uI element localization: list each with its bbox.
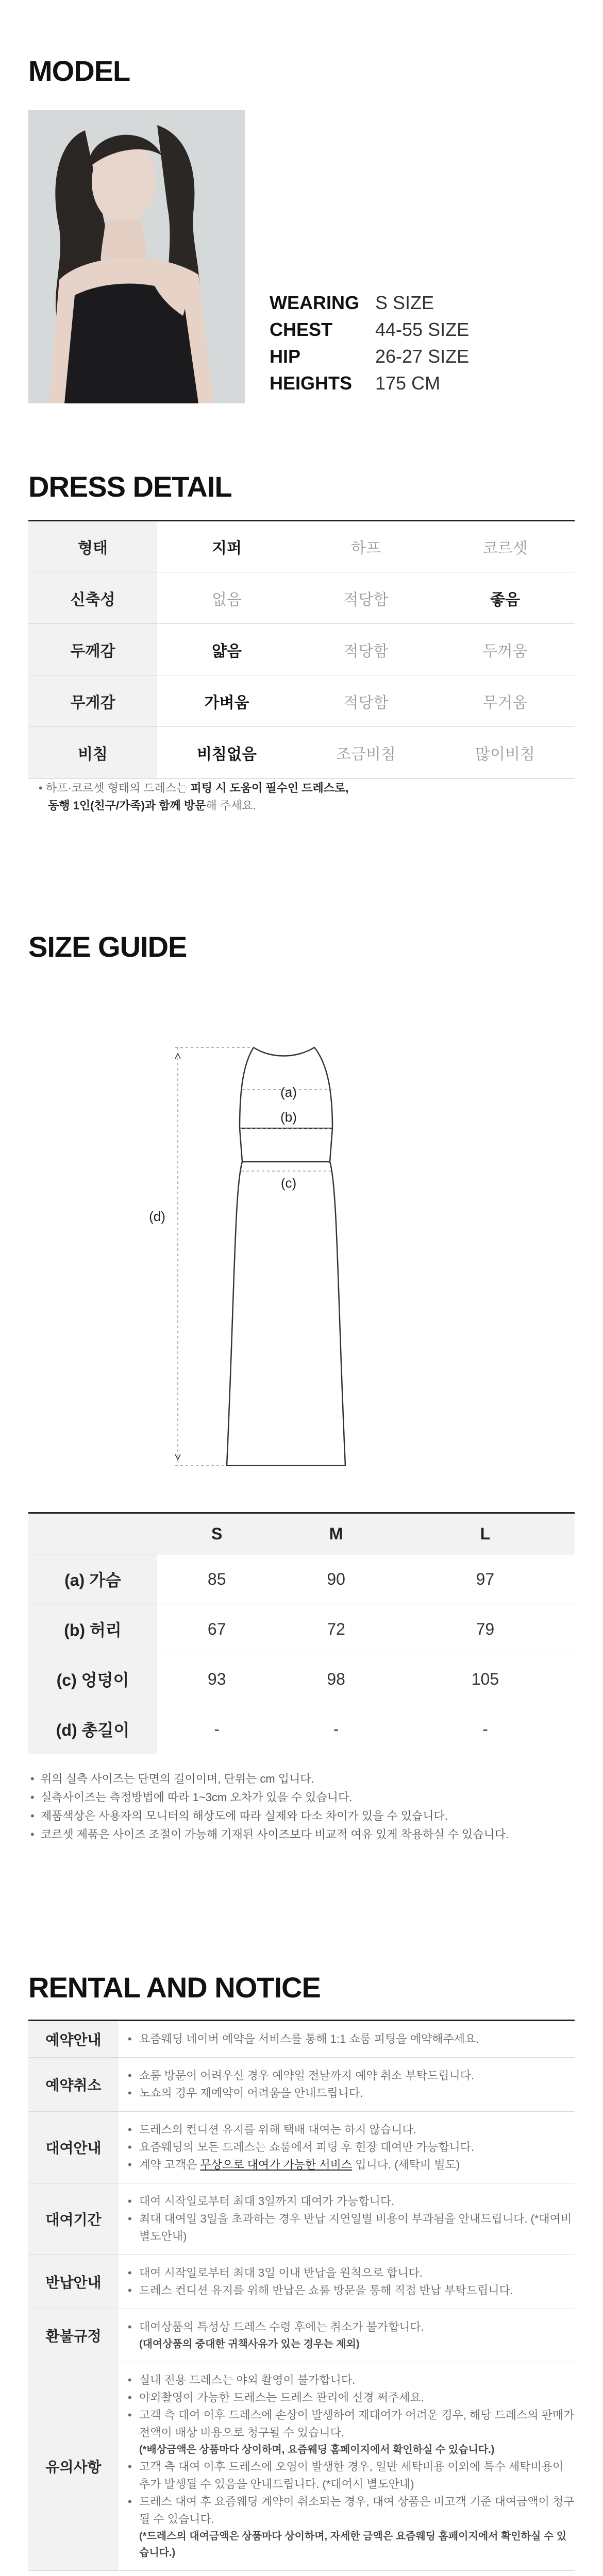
notice-item: • 대여상품의 특성상 드레스 수령 후에는 취소가 불가합니다.	[127, 2318, 575, 2336]
size-value: 98	[276, 1654, 395, 1704]
notice-body	[119, 2021, 575, 2057]
size-row	[28, 1704, 575, 1754]
detail-option: 코르셋	[435, 521, 575, 572]
size-header-blank	[28, 1513, 157, 1554]
notice-label: 대여안내	[28, 2112, 119, 2183]
detail-section-title: DRESS DETAIL	[28, 470, 232, 503]
size-label: (b) 허리	[28, 1604, 157, 1654]
size-value: 85	[157, 1554, 276, 1604]
notice-body	[119, 2112, 575, 2183]
notice-text: 계약 고객은	[139, 2158, 200, 2171]
notice-table	[28, 2020, 575, 2571]
dress-size-diagram	[134, 1038, 469, 1466]
size-header: S	[157, 1513, 276, 1554]
notice-row	[28, 2058, 575, 2112]
notice-item: • 드레스 대여 후 요즘웨딩 계약이 취소되는 경우, 대여 상품은 비고객 기준 대여금액이 청구될 수 있습니다.	[127, 2493, 575, 2528]
size-header: M	[276, 1513, 395, 1554]
notice-section-title: RENTAL AND NOTICE	[28, 1971, 321, 2004]
notice-label: 반납안내	[28, 2255, 119, 2309]
notice-row	[28, 2183, 575, 2255]
size-value: 105	[396, 1654, 575, 1704]
size-notes	[28, 1770, 585, 1844]
spec-value: 175 CM	[375, 372, 441, 394]
size-label: (d) 총길이	[28, 1704, 157, 1754]
diagram-label-c: (c)	[280, 1175, 297, 1191]
detail-option: 얇음	[157, 624, 296, 675]
notice-underline: 무상으로 대여가 가능한 서비스	[200, 2158, 353, 2171]
size-table	[28, 1512, 575, 1754]
notice-body	[119, 2058, 575, 2111]
spec-key: HEIGHTS	[270, 372, 353, 394]
detail-label: 두께감	[28, 624, 157, 675]
size-note: • 코르셋 제품은 사이즈 조절이 가능해 기재된 사이즈보다 비교적 여유 있게 착용하실 수 있습니다.	[28, 1825, 585, 1844]
notice-item: • 드레스의 컨디션 유지를 위해 택배 대여는 하지 않습니다.	[127, 2121, 575, 2139]
size-row	[28, 1554, 575, 1604]
notice-item: • 대여 시작일로부터 최대 3일까지 대여가 가능합니다.	[127, 2193, 575, 2210]
notice-item: • 요즘웨딩 네이버 예약을 서비스를 통해 1:1 쇼룸 피팅을 예약해주세요.	[127, 2030, 575, 2048]
spec-value: S SIZE	[375, 292, 434, 313]
detail-option: 가벼움	[157, 675, 296, 727]
detail-label: 무게감	[28, 675, 157, 727]
notice-label: 예약취소	[28, 2058, 119, 2111]
notice-label: 예약안내	[28, 2021, 119, 2057]
notice-label: 환불규정	[28, 2309, 119, 2362]
notice-body	[119, 2309, 575, 2362]
notice-item: • 야외촬영이 가능한 드레스는 드레스 관리에 신경 써주세요.	[127, 2389, 575, 2406]
notice-row	[28, 2362, 575, 2571]
notice-sub: (*배상금액은 상품마다 상이하며, 요즘웨딩 홈페이지에서 확인하실 수 있습니다.)	[139, 2444, 495, 2455]
detail-row	[28, 675, 575, 727]
notice-item: • 최대 대여일 3일을 초과하는 경우 반납 지연일별 비용이 부과됨을 안내드립니다. (*대여비 별도안내)	[127, 2210, 575, 2245]
detail-label: 형태	[28, 521, 157, 572]
detail-option: 적당함	[296, 572, 435, 624]
size-value: 90	[276, 1554, 395, 1604]
detail-option: 적당함	[296, 624, 435, 675]
detail-option: 없음	[157, 572, 296, 624]
detail-note: • 하프·코르셋 형태의 드레스는 피팅 시 도움이 필수인 드레스로, 동행 1인(친구/가족)과 함께 방문해 주세요.	[39, 782, 349, 812]
detail-option: 하프	[296, 521, 435, 572]
size-note: • 실측사이즈는 측정방법에 따라 1~3cm 오차가 있을 수 있습니다.	[28, 1788, 585, 1807]
spec-key: CHEST	[270, 319, 333, 340]
size-value: -	[396, 1704, 575, 1754]
notice-item: • 드레스 컨디션 유지를 위해 반납은 쇼룸 방문을 통해 직접 반납 부탁드립니다.	[127, 2282, 575, 2299]
model-photo	[28, 110, 245, 403]
notice-row	[28, 2309, 575, 2362]
notice-body	[119, 2183, 575, 2255]
detail-option: 좋음	[435, 572, 575, 624]
notice-item: • 노쇼의 경우 재예약이 어려움을 안내드립니다.	[127, 2084, 575, 2102]
notice-sub: (*드레스의 대여금액은 상품마다 상이하며, 자세한 금액은 요즘웨딩 홈페이지에서 확인하실 수 있습니다.)	[139, 2531, 567, 2558]
notice-label: 유의사항	[28, 2362, 119, 2570]
notice-item: • 실내 전용 드레스는 야외 촬영이 불가합니다.	[127, 2371, 575, 2389]
spec-row	[270, 290, 469, 316]
model-specs	[270, 290, 469, 397]
notice-body	[119, 2255, 575, 2309]
detail-option: 지퍼	[157, 521, 296, 572]
notice-row	[28, 2112, 575, 2183]
spec-value: 44-55 SIZE	[375, 319, 470, 340]
note-text: 해 주세요.	[206, 799, 256, 812]
spec-value: 26-27 SIZE	[375, 346, 470, 367]
size-value: 72	[276, 1604, 395, 1654]
detail-option: 적당함	[296, 675, 435, 727]
detail-row	[28, 572, 575, 624]
model-section-title: MODEL	[28, 55, 130, 87]
diagram-label-a: (a)	[280, 1084, 297, 1100]
size-value: -	[276, 1704, 395, 1754]
size-row	[28, 1604, 575, 1654]
notice-sub: (대여상품의 중대한 귀책사유가 있는 경우는 제외)	[139, 2338, 360, 2350]
detail-option: 비침없음	[157, 727, 296, 778]
spec-key: WEARING	[270, 292, 359, 313]
notice-item: • 쇼룸 방문이 어려우신 경우 예약일 전날까지 예약 취소 부탁드립니다.	[127, 2067, 575, 2084]
size-value: 93	[157, 1654, 276, 1704]
diagram-label-b: (b)	[280, 1109, 297, 1125]
diagram-label-d: (d)	[149, 1209, 165, 1224]
size-header-row	[28, 1513, 575, 1554]
notice-text: 입니다. (세탁비 별도)	[352, 2158, 460, 2171]
notice-row	[28, 2021, 575, 2058]
notice-item: • 대여 시작일로부터 최대 3일 이내 반납을 원칙으로 합니다.	[127, 2264, 575, 2282]
size-label: (c) 엉덩이	[28, 1654, 157, 1704]
size-note: • 위의 실측 사이즈는 단면의 길이이며, 단위는 cm 입니다.	[28, 1770, 585, 1788]
size-value: 97	[396, 1554, 575, 1604]
size-section-title: SIZE GUIDE	[28, 930, 187, 963]
spec-key: HIP	[270, 346, 301, 367]
size-value: -	[157, 1704, 276, 1754]
notice-item: • 요즘웨딩의 모든 드레스는 쇼룸에서 피팅 후 현장 대여만 가능합니다.	[127, 2139, 575, 2156]
detail-option: 많이비침	[435, 727, 575, 778]
spec-row	[270, 316, 469, 343]
note-text: 하프·코르셋 형태의 드레스는	[45, 782, 191, 794]
size-value: 79	[396, 1604, 575, 1654]
notice-item: • 고객 측 대여 이후 드레스에 오염이 발생한 경우, 일반 세탁비용 이외에 특수 세탁비용이 추가 발생될 수 있음을 안내드립니다. (*대여시 별도안내)	[127, 2458, 575, 2493]
spec-row	[270, 370, 469, 397]
detail-row	[28, 624, 575, 675]
notice-item	[127, 2156, 575, 2174]
detail-label: 신축성	[28, 572, 157, 624]
notice-label: 대여기간	[28, 2183, 119, 2255]
notice-item: • 고객 측 대여 이후 드레스에 손상이 발생하여 재대여가 어려운 경우, 해당 드레스의 판매가 전액이 배상 비용으로 청구될 수 있습니다.	[127, 2406, 575, 2442]
detail-row	[28, 521, 575, 572]
detail-label: 비침	[28, 727, 157, 778]
size-row	[28, 1654, 575, 1704]
notice-body	[119, 2362, 575, 2570]
spec-row	[270, 343, 469, 370]
size-value: 67	[157, 1604, 276, 1654]
note-bold: 피팅 시 도움이 필수인 드레스로,	[190, 782, 349, 794]
detail-option: 조금비침	[296, 727, 435, 778]
detail-option: 무거움	[435, 675, 575, 727]
notice-row	[28, 2255, 575, 2309]
size-note: • 제품색상은 사용자의 모니터의 해상도에 따라 실제와 다소 차이가 있을 수 있습니다.	[28, 1807, 585, 1825]
detail-row	[28, 727, 575, 778]
dress-detail-table	[28, 520, 575, 778]
note-bold: 동행 1인(친구/가족)과 함께 방문	[48, 799, 206, 812]
size-label: (a) 가슴	[28, 1554, 157, 1604]
size-header: L	[396, 1513, 575, 1554]
detail-option: 두꺼움	[435, 624, 575, 675]
